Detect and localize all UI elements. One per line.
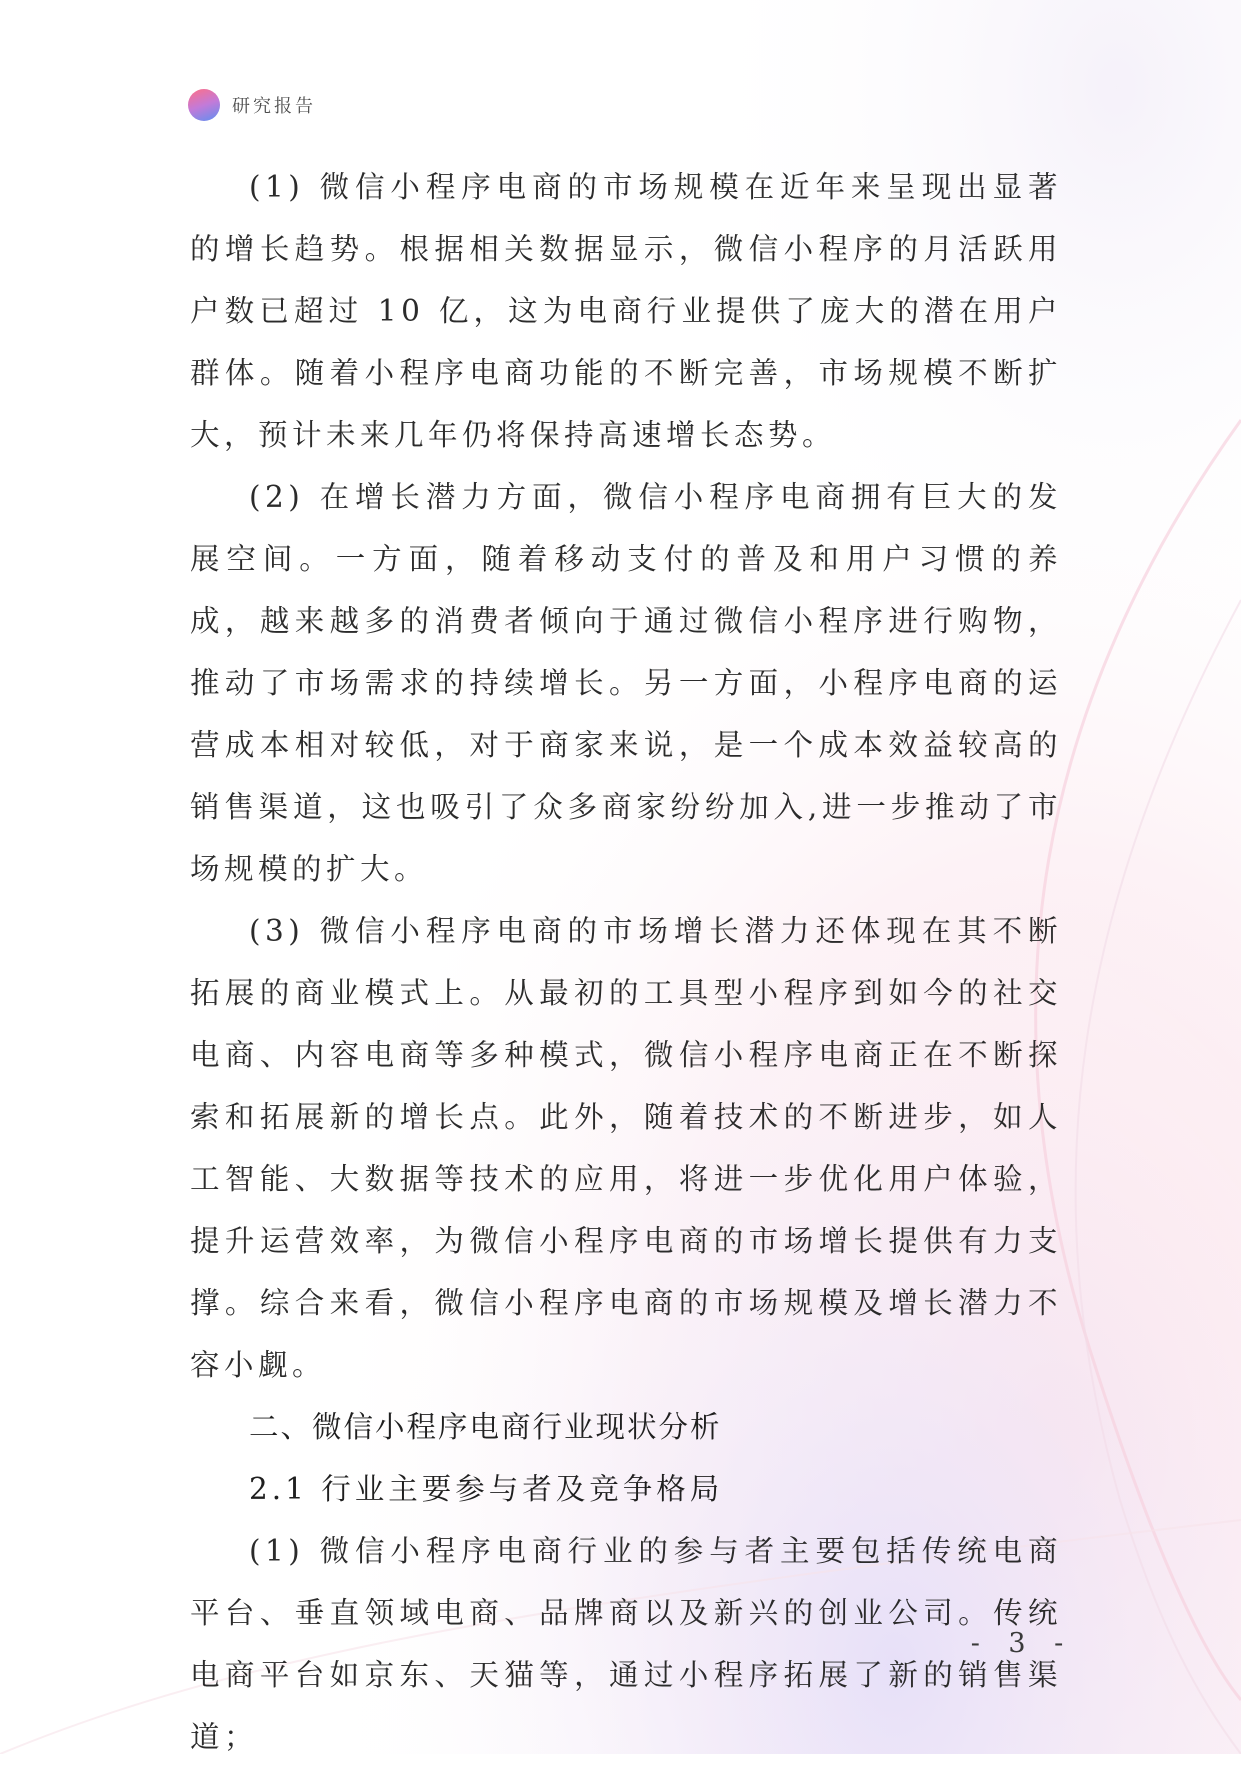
- paragraph-2: (2) 在增长潜力方面，微信小程序电商拥有巨大的发展空间。一方面，随着移动支付的普及和用户习惯的养成，越来越多的消费者倾向于通过微信小程序进行购物，推动了市场需求的持续增长。另一方面，小程序电商的运营成本相对较低，对于商家来说，是一个成本效益较高的销售渠道，这也吸引了众多商家纷纷加入,进一步推动了市场规模的扩大。: [190, 480, 1062, 886]
- logo-circle-icon: [188, 89, 220, 121]
- document-body: [190, 156, 1062, 1768]
- subsection-heading: 2.1 行业主要参与者及竞争格局: [249, 1472, 724, 1506]
- page-number: - 3 -: [970, 1628, 1074, 1659]
- paragraph-3: (3) 微信小程序电商的市场增长潜力还体现在其不断拓展的商业模式上。从最初的工具型小程序到如今的社交电商、内容电商等多种模式，微信小程序电商正在不断探索和拓展新的增长点。此外，随着技术的不断进步，如人工智能、大数据等技术的应用，将进一步优化用户体验，提升运营效率，为微信小程序电商的市场增长提供有力支撑。综合来看，微信小程序电商的市场规模及增长潜力不容小觑。: [190, 914, 1062, 1382]
- section-heading: 二、微信小程序电商行业现状分析: [249, 1410, 722, 1444]
- paragraph-4: (1) 微信小程序电商行业的参与者主要包括传统电商平台、垂直领域电商、品牌商以及新兴的创业公司。传统电商平台如京东、天猫等，通过小程序拓展了新的销售渠道；: [190, 1534, 1062, 1754]
- report-header: [188, 88, 316, 122]
- header-label: 研究报告: [232, 96, 316, 117]
- paragraph-1: (1) 微信小程序电商的市场规模在近年来呈现出显著的增长趋势。根据相关数据显示，微信小程序的月活跃用户数已超过 10 亿，这为电商行业提供了庞大的潜在用户群体。随着小程序电商功能的不断完善，市场规模不断扩大，预计未来几年仍将保持高速增长态势。: [190, 170, 1062, 452]
